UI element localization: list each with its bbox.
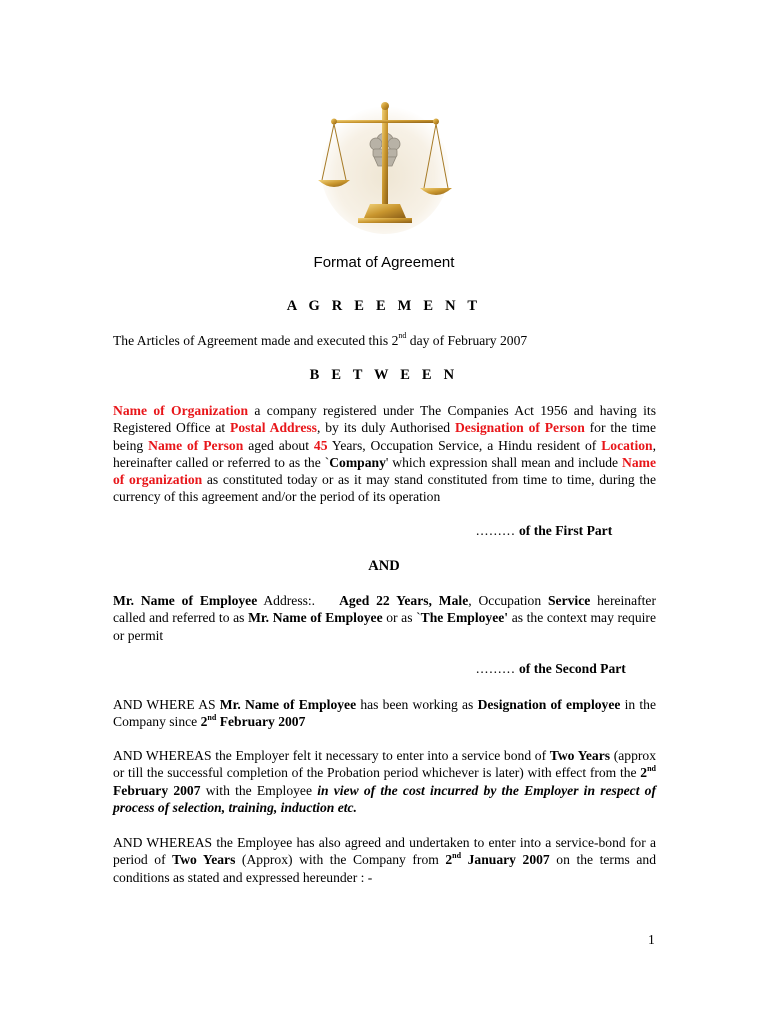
whereas-paragraph-1: AND WHERE AS Mr. Name of Employee has been working as Designation of employee in the Company since 2nd February 2007 — [113, 697, 656, 730]
and-heading: AND — [368, 558, 400, 574]
second-part-label: ......... of the Second Part — [476, 661, 626, 676]
whereas-paragraph-2: AND WHEREAS the Employer felt it necessary to enter into a service bond of Two Years (approx or till the successful completion of the Probation period whichever is later) with effect from the 2nd February 2007 with the Employee in view of the cost incurred by the Employer in respect of process of selection, training, induction etc. — [113, 748, 656, 815]
document-title: A G R E E M E N T — [286, 298, 482, 314]
intro-paragraph: The Articles of Agreement made and executed this 2nd day of February 2007 — [113, 331, 528, 348]
page-number: 1 — [648, 932, 655, 947]
scales-of-justice-emblem — [314, 94, 456, 236]
between-heading: B E T W E E N — [309, 367, 459, 383]
first-party-paragraph: Name of Organization a company registered under The Companies Act 1956 and having its Registered Office at Postal Address, by its duly Authorised Designation of Person for the time being Name of Person aged about 45 Years, Occupation Service, a Hindu resident of Location, hereinafter called or referred to as the `Company' which expression shall mean and include Name of organization as constituted today or as it may stand constituted from time to time, during the currency of this agreement and/or the period of its operation — [113, 403, 656, 505]
first-part-label: ......... of the First Part — [476, 523, 613, 538]
document-subtitle: Format of Agreement — [313, 254, 455, 271]
whereas-paragraph-3: AND WHEREAS the Employee has also agreed and undertaken to enter into a service-bond for a period of Two Years (Approx) with the Company from 2nd January 2007 on the terms and conditions as stated and expressed hereunder : - — [113, 835, 656, 885]
second-party-paragraph: Mr. Name of Employee Address:. Aged 22 Years, Male, Occupation Service hereinafter called and referred to as Mr. Name of Employee or as `The Employee' as the context may require or permit — [113, 593, 656, 643]
